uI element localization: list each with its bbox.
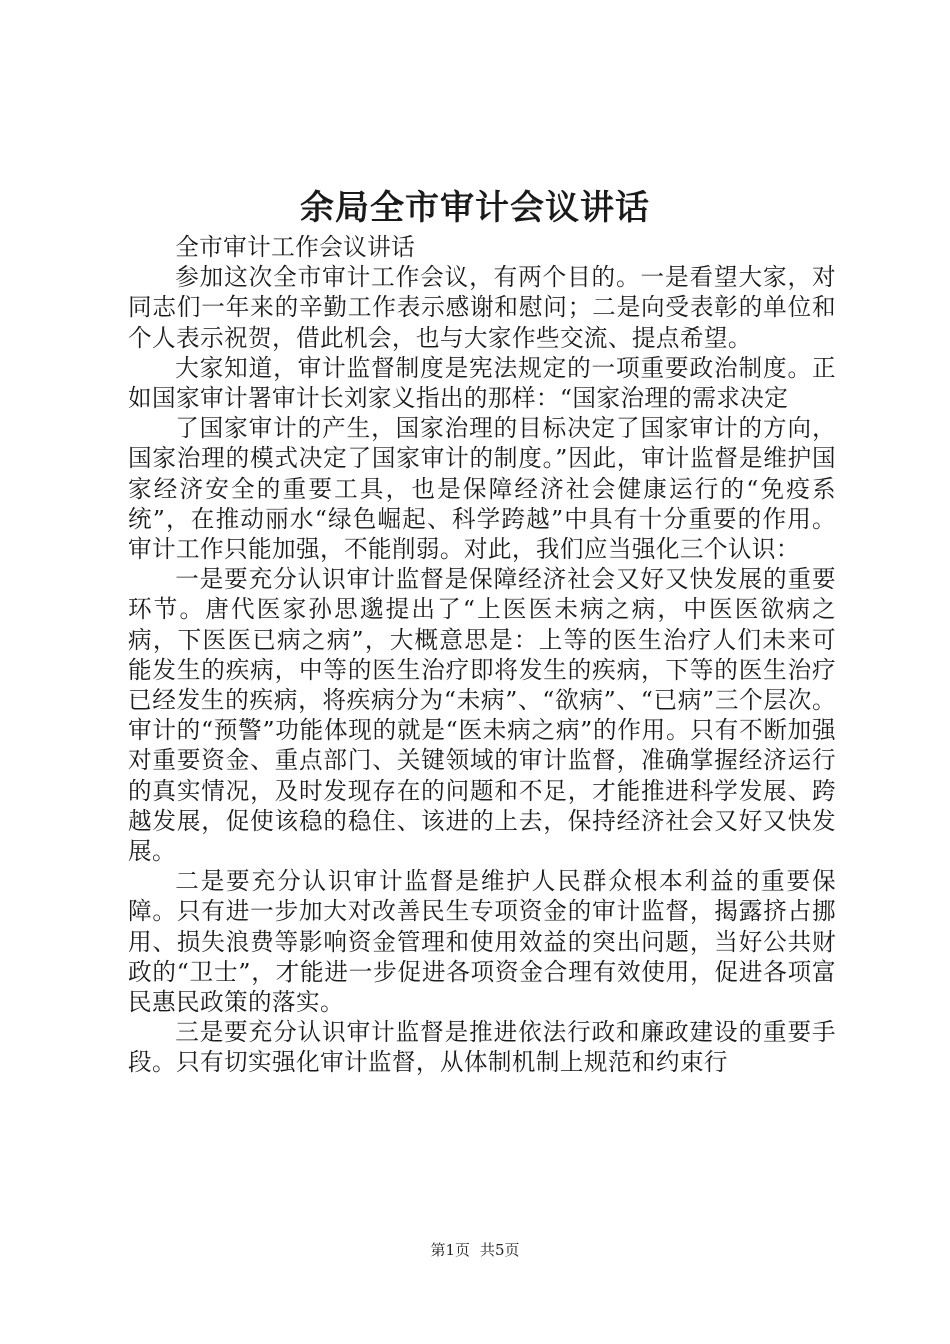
document-body xyxy=(128,232,836,1078)
paragraph: 参加这次全市审计工作会议，有两个目的。一是看望大家，对同志们一年来的辛勤工作表示感谢和慰问；二是向受表彰的单位和个人表示祝贺，借此机会，也与大家作些交流、提点希望。 xyxy=(128,263,836,352)
document-title: 余局全市审计会议讲话 xyxy=(300,188,650,228)
page-footer xyxy=(0,1240,950,1260)
paragraph: 三是要充分认识审计监督是推进依法行政和廉政建设的重要手段。只有切实强化审计监督，从体制机制上规范和约束行 xyxy=(128,1018,836,1077)
paragraph: 二是要充分认识审计监督是维护人民群众根本利益的重要保障。只有进一步加大对改善民生专项资金的审计监督，揭露挤占挪用、损失浪费等影响资金管理和使用效益的突出问题，当好公共财政的“卫士”，才能进一步促进各项资金合理有效使用，促进各项富民惠民政策的落实。 xyxy=(128,867,836,1017)
paragraph-subtitle: 全市审计工作会议讲话 xyxy=(175,233,416,261)
page-number: 第1页 xyxy=(430,1241,470,1259)
paragraph: 一是要充分认识审计监督是保障经济社会又好又快发展的重要环节。唐代医家孙思邈提出了“上医医未病之病，中医医欲病之病，下医医已病之病”，大概意思是：上等的医生治疗人们未来可能发生的疾病，中等的医生治疗即将发生的疾病，下等的医生治疗已经发生的疾病，将疾病分为“未病”、“欲病”、“已病”三个层次。审计的“预警”功能体现的就是“医未病之病”的作用。只有不断加强对重要资金、重点部门、关键领域的审计监督，准确掌握经济运行的真实情况，及时发现存在的问题和不足，才能推进科学发展、跨越发展，促使该稳的稳住、该进的上去，保持经济社会又好又快发展。 xyxy=(128,565,836,866)
paragraph: 了国家审计的产生，国家治理的目标决定了国家审计的方向，国家治理的模式决定了国家审计的制度。”因此，审计监督是维护国家经济安全的重要工具，也是保障经济社会健康运行的“免疫系统”，在推动丽水“绿色崛起、科学跨越”中具有十分重要的作用。审计工作只能加强，不能削弱。对此，我们应当强化三个认识： xyxy=(128,414,836,564)
page-total: 共5页 xyxy=(480,1241,520,1259)
paragraph: 大家知道，审计监督制度是宪法规定的一项重要政治制度。正如国家审计署审计长刘家义指出的那样：“国家治理的需求决定 xyxy=(128,353,836,413)
